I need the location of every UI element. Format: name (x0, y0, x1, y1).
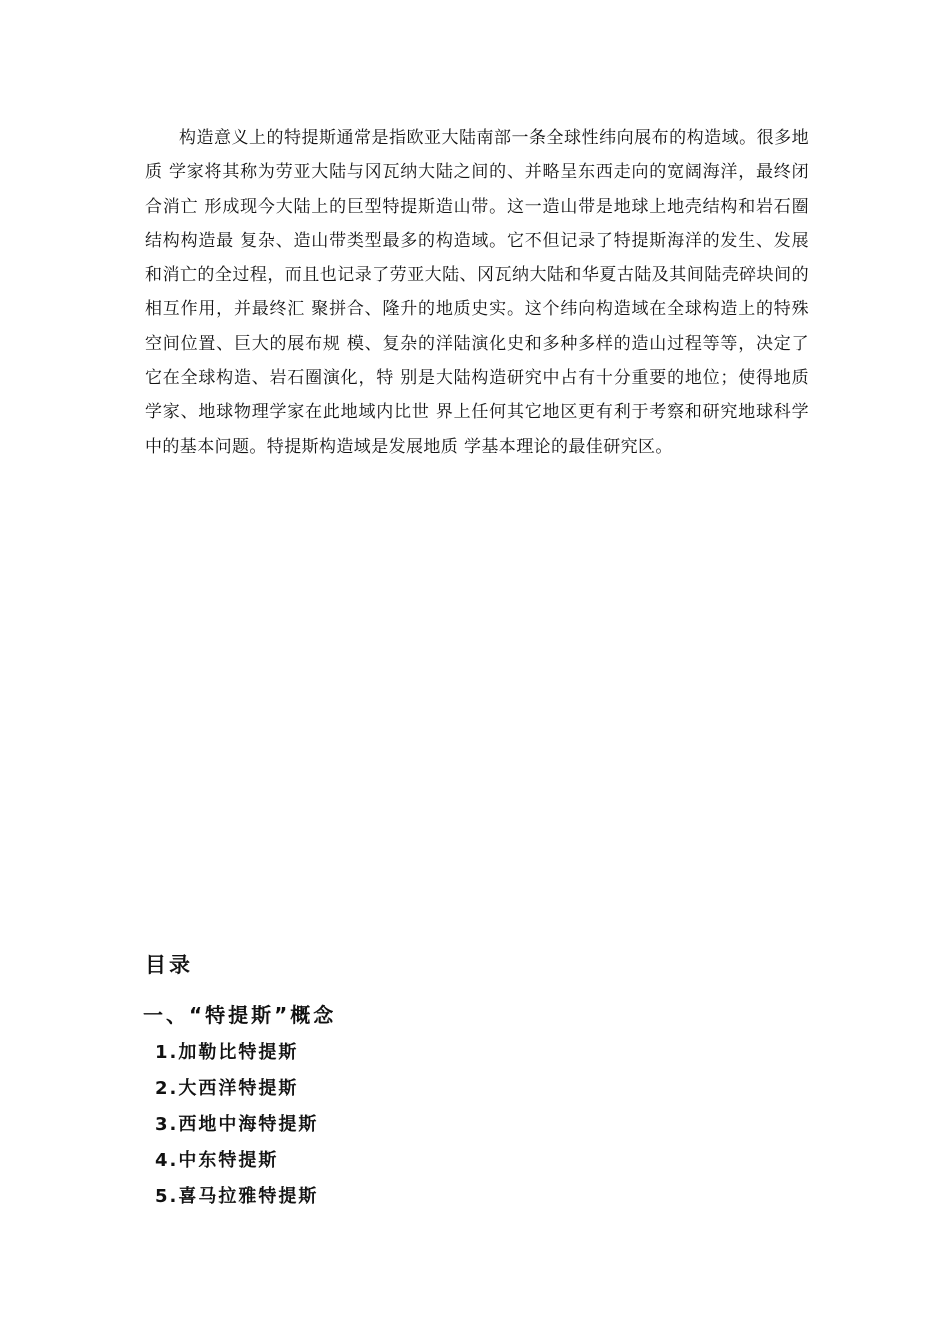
toc-item: 3.西地中海特提斯 (155, 1114, 319, 1135)
toc-item: 2.大西洋特提斯 (155, 1078, 299, 1099)
toc-item: 1.加勒比特提斯 (155, 1042, 299, 1063)
intro-paragraph: 构造意义上的特提斯通常是指欧亚大陆南部一条全球性纬向展布的构造域。很多地质 学家将其称为劳亚大陆与冈瓦纳大陆之间的、并略呈东西走向的宽阔海洋，最终闭合消亡 形成现今大陆上的巨型特提斯造山带。这一造山带是地球上地壳结构和岩石圈结构构造最 复杂、造山带类型最多的构造域。它不但记录了特提斯海洋的发生、发展和消亡的全过程，而且也记录了劳亚大陆、冈瓦纳大陆和华夏古陆及其间陆壳碎块间的相互作用，并最终汇 聚拼合、隆升的地质史实。这个纬向构造域在全球构造上的特殊空间位置、巨大的展布规 模、复杂的洋陆演化史和多种多样的造山过程等等，决定了它在全球构造、岩石圈演化，特 别是大陆构造研究中占有十分重要的地位；使得地质学家、地球物理学家在此地域内比世 界上任何其它地区更有利于考察和研究地球科学中的基本问题。特提斯构造域是发展地质 学基本理论的最佳研究区。 (145, 128, 809, 457)
toc-item: 5.喜马拉雅特提斯 (155, 1186, 319, 1207)
table-of-contents (145, 945, 645, 1215)
toc-section-heading: 一、“特提斯”概念 (143, 1003, 337, 1027)
toc-item: 4.中东特提斯 (155, 1150, 279, 1171)
toc-title: 目录 (145, 953, 193, 977)
